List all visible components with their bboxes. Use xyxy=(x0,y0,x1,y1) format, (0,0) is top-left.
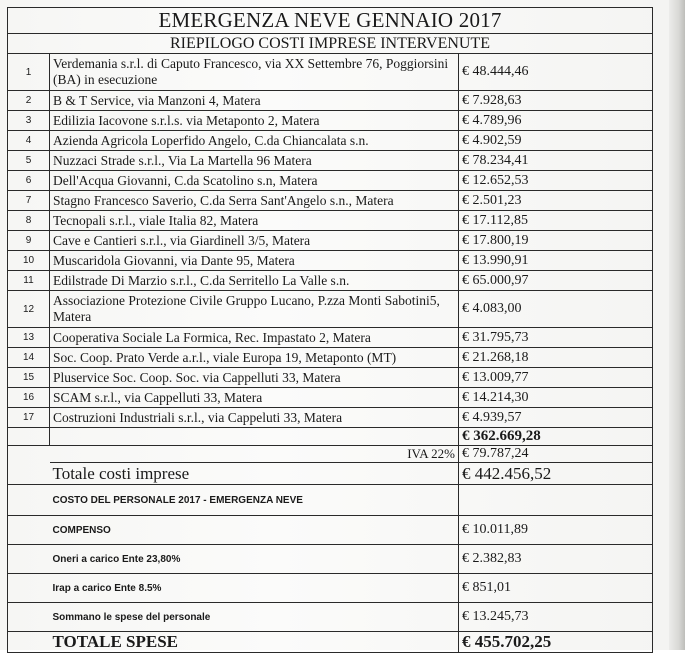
empty-cell xyxy=(8,632,50,653)
row-number: 9 xyxy=(8,231,50,251)
personnel-row xyxy=(8,516,653,545)
company-description: Verdemania s.r.l. di Caputo Francesco, via XX Settembre 76, Poggiorsini (BA) in esecuzione xyxy=(50,54,459,91)
iva-row xyxy=(8,446,653,463)
company-row xyxy=(8,231,653,251)
company-description: Cooperativa Sociale La Formica, Rec. Impastato 2, Matera xyxy=(50,328,459,348)
company-amount: € 65.000,97 xyxy=(459,271,653,291)
row-number: 13 xyxy=(8,328,50,348)
company-amount: € 17.800,19 xyxy=(459,231,653,251)
company-row xyxy=(8,191,653,211)
company-row xyxy=(8,171,653,191)
company-description: Associazione Protezione Civile Gruppo Lucano, P.zza Monti Sabotini5, Matera xyxy=(50,291,459,328)
company-description: B & T Service, via Manzoni 4, Matera xyxy=(50,91,459,111)
total-row xyxy=(8,463,653,485)
company-description: Pluservice Soc. Coop. Soc. via Cappelluti 33, Matera xyxy=(50,368,459,388)
company-description: Nuzzaci Strade s.r.l., Via La Martella 96 Matera xyxy=(50,151,459,171)
personnel-row xyxy=(8,574,653,603)
company-row xyxy=(8,291,653,328)
company-amount: € 4.902,59 xyxy=(459,131,653,151)
cost-summary-table xyxy=(7,7,653,653)
company-row xyxy=(8,251,653,271)
row-number: 15 xyxy=(8,368,50,388)
personnel-amount: € 2.382,83 xyxy=(459,545,653,574)
company-amount: € 12.652,53 xyxy=(459,171,653,191)
company-row xyxy=(8,388,653,408)
company-row xyxy=(8,111,653,131)
company-description: Edilstrade Di Marzio s.r.l., C.da Serritello La Valle s.n. xyxy=(50,271,459,291)
company-amount: € 13.990,91 xyxy=(459,251,653,271)
empty-cell xyxy=(8,485,50,516)
row-number: 1 xyxy=(8,54,50,91)
empty-cell xyxy=(8,574,50,603)
personnel-label: COMPENSO xyxy=(50,516,459,545)
company-description: Stagno Francesco Saverio, C.da Serra Sant'Angelo s.n., Matera xyxy=(50,191,459,211)
company-amount: € 78.234,41 xyxy=(459,151,653,171)
empty-cell xyxy=(459,485,653,516)
company-amount: € 17.112,85 xyxy=(459,211,653,231)
company-description: Costruzioni Industriali s.r.l., via Cappeluti 33, Matera xyxy=(50,408,459,428)
scan-edge-shadow xyxy=(669,0,685,650)
total-label: Totale costi imprese xyxy=(50,463,459,485)
row-number: 2 xyxy=(8,91,50,111)
company-description: SCAM s.r.l., via Cappelluti 33, Matera xyxy=(50,388,459,408)
company-amount: € 2.501,23 xyxy=(459,191,653,211)
company-row xyxy=(8,368,653,388)
company-description: Cave e Cantieri s.r.l., via Giardinell 3/5, Matera xyxy=(50,231,459,251)
personnel-label: Sommano le spese del personale xyxy=(50,603,459,632)
empty-cell xyxy=(8,603,50,632)
row-number: 4 xyxy=(8,131,50,151)
company-description: Muscaridola Giovanni, via Dante 95, Matera xyxy=(50,251,459,271)
empty-cell xyxy=(8,446,50,463)
personnel-header-row xyxy=(8,485,653,516)
personnel-row xyxy=(8,603,653,632)
personnel-amount: € 851,01 xyxy=(459,574,653,603)
company-amount: € 13.009,77 xyxy=(459,368,653,388)
company-description: Tecnopali s.r.l., viale Italia 82, Matera xyxy=(50,211,459,231)
final-total-row xyxy=(8,632,653,653)
company-amount: € 21.268,18 xyxy=(459,348,653,368)
personnel-label: Irap a carico Ente 8.5% xyxy=(50,574,459,603)
row-number: 11 xyxy=(8,271,50,291)
empty-cell xyxy=(8,516,50,545)
company-amount: € 48.444,46 xyxy=(459,54,653,91)
row-number: 7 xyxy=(8,191,50,211)
subtotal-row xyxy=(8,428,653,446)
personnel-header: COSTO DEL PERSONALE 2017 - EMERGENZA NEVE xyxy=(50,485,459,516)
iva-amount: € 79.787,24 xyxy=(459,446,653,463)
company-row xyxy=(8,91,653,111)
empty-cell xyxy=(8,545,50,574)
company-amount: € 4.789,96 xyxy=(459,111,653,131)
company-description: Azienda Agricola Loperfido Angelo, C.da Chiancalata s.n. xyxy=(50,131,459,151)
empty-cell xyxy=(8,463,50,485)
company-amount: € 4.083,00 xyxy=(459,291,653,328)
final-total-amount: € 455.702,25 xyxy=(459,632,653,653)
title-row xyxy=(8,8,653,34)
company-row xyxy=(8,348,653,368)
company-row xyxy=(8,408,653,428)
row-number: 5 xyxy=(8,151,50,171)
company-row xyxy=(8,54,653,91)
row-number: 6 xyxy=(8,171,50,191)
personnel-label: Oneri a carico Ente 23,80% xyxy=(50,545,459,574)
personnel-amount: € 10.011,89 xyxy=(459,516,653,545)
company-description: Dell'Acqua Giovanni, C.da Scatolino s.n, Matera xyxy=(50,171,459,191)
company-amount: € 7.928,63 xyxy=(459,91,653,111)
company-row xyxy=(8,211,653,231)
subtitle-row xyxy=(8,34,653,54)
row-number: 16 xyxy=(8,388,50,408)
subtotal-amount: € 362.669,28 xyxy=(459,428,653,446)
document-title: EMERGENZA NEVE GENNAIO 2017 xyxy=(8,8,653,34)
row-number: 10 xyxy=(8,251,50,271)
total-amount: € 442.456,52 xyxy=(459,463,653,485)
company-row xyxy=(8,151,653,171)
personnel-row xyxy=(8,545,653,574)
empty-cell xyxy=(50,428,459,446)
company-amount: € 4.939,57 xyxy=(459,408,653,428)
company-description: Edilizia Iacovone s.r.l.s. via Metaponto 2, Matera xyxy=(50,111,459,131)
row-number: 14 xyxy=(8,348,50,368)
document-subtitle: RIEPILOGO COSTI IMPRESE INTERVENUTE xyxy=(8,34,653,54)
company-amount: € 14.214,30 xyxy=(459,388,653,408)
row-number: 17 xyxy=(8,408,50,428)
company-description: Soc. Coop. Prato Verde a.r.l., viale Europa 19, Metaponto (MT) xyxy=(50,348,459,368)
company-row xyxy=(8,328,653,348)
personnel-amount: € 13.245,73 xyxy=(459,603,653,632)
company-row xyxy=(8,271,653,291)
company-amount: € 31.795,73 xyxy=(459,328,653,348)
row-number: 3 xyxy=(8,111,50,131)
row-number: 12 xyxy=(8,291,50,328)
empty-cell xyxy=(8,428,50,446)
row-number: 8 xyxy=(8,211,50,231)
final-total-label: TOTALE SPESE xyxy=(50,632,459,653)
company-row xyxy=(8,131,653,151)
iva-label: IVA 22% xyxy=(50,446,459,463)
